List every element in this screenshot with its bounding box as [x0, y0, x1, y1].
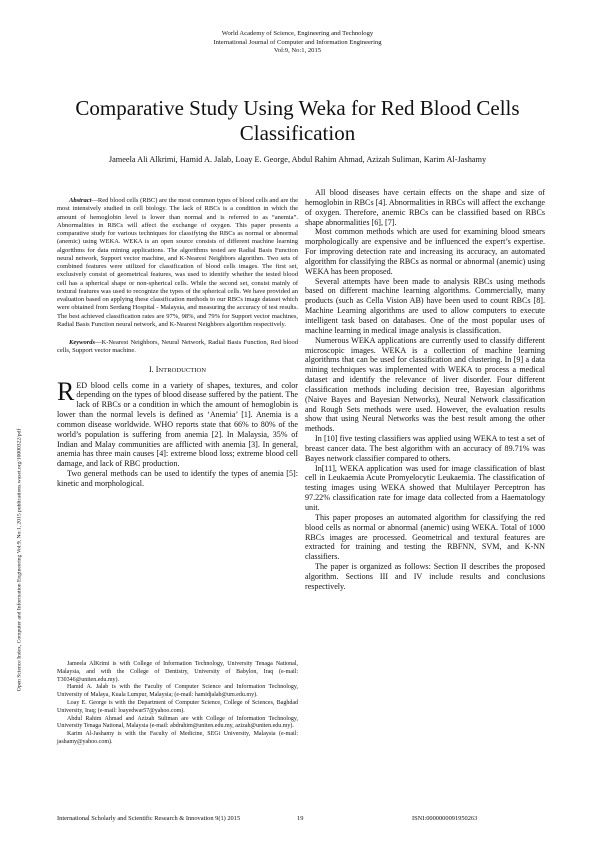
body-paragraph: Numerous WEKA applications are currently used to classify different microscopic images. WEKA is a collection of machine learning algorithms that can be used for classification and clustering. In [9] a data mining techniques was implemented with WEKA to process a medical dataset and identify the relevance of liver disorder. Four different classification methods including decision tree, Bayesian algorithms (Naive Bayes and Bayesian Networks), Neural Network classification and Rough Sets methods were used. However, the evaluation results show that using Neural Networks was the best result among the other methods.	[305, 335, 545, 434]
header-line-1: World Academy of Science, Engineering and Technology	[221, 30, 374, 37]
footnote: Karim Al-Jashamy is with the Faculty of Medicine, SEGi University, Malaysia (e-mail: jashamy@yahoo.com).	[57, 731, 298, 745]
footnote: Jameela AlKrimi is with College of Information Technology, University Tenaga National, Malaysia, and with the College of Dentistry, University of Babylon, Iraq (e-mail: T30346@uniten.edu.my).	[57, 661, 298, 683]
body-paragraph: All blood diseases have certain effects on the shape and size of hemoglobin in RBCs [4]. Abnormalities in RBCs will affect the exchange of oxygen. Therefore, anemic RBCs can be classified based on RBCs shape abnormalities [6], [7].	[305, 188, 545, 227]
body-paragraph: In[11], WEKA application was used for image classification of blast cell in Leukaemia Acute Promyelocytic Leukaemia. The classification of testing images using WEKA showed that Multilayer Perceptron has 97.22% classification rate for image data collected from a Haematology unit.	[305, 463, 545, 512]
title-line-2: Classification	[239, 121, 356, 145]
body-paragraph: This paper proposes an automated algorithm for classifying the red blood cells as normal or abnormal (anemic) using WEKA. Total of 1000 RBCs images are processed. Geometrical and textural features are extracted for training and testing the RBFNN, SVM, and K-NN classifiers.	[305, 512, 545, 562]
footer-journal: International Scholarly and Scientific Research & Innovation 9(1) 2015	[57, 815, 241, 822]
author-list: Jameela Ali Alkrimi, Hamid A. Jalab, Loay E. George, Abdul Rahim Ahmad, Azizah Suliman, Karim Al-Jashamy	[108, 155, 487, 164]
abstract	[57, 197, 298, 329]
title-line-1: Comparative Study Using Weka for Red Blood Cells	[75, 96, 520, 120]
right-column	[305, 188, 545, 592]
body-paragraph: In [10] five testing classifiers was applied using WEKA to test a set of breast cancer data. The best algorithm with an accuracy of 89.71% was Bayes network classifier compared to others.	[305, 434, 545, 463]
abstract-text: —Red blood cells (RBC) are the most common types of blood cells and are the most intensively studied in cell biology. The lack of RBCs is a condition in which the amount of hemoglobin level is lower than normal and is referred to as “anemia”. Abnormalities in RBCs will affect the exchange of oxygen. This paper presents a comparative study for various techniques for classifying the RBCs as normal or abnormal (anemic) using WEKA. WEKA is an open source consists of different machine learning algorithms for data mining applications. The algorithms tested are Radial Basis Function neural network, Support vector machine, and K-Nearest Neighbors algorithm. Two sets of combined features were utilized for classification of blood cells images. The first set, exclusively consist of geometrical features, was used to identify whether the tested blood cell has a spherical shape or non-spherical cells. While the second set, consist mainly of textural features was used to recognize the types of the spherical cells. We have provided an evaluation based on applying these classification methods to our RBCs image dataset which were obtained from Serdang Hospital - Malaysia, and measuring the accuracy of test results. The best achieved classification rates are 97%, 98%, and 79% for Support vector machines, Radial Basis Function neural network, and K-Nearest Neighbors algorithm respectively.	[57, 197, 298, 328]
intro-paragraph-1	[57, 376, 298, 470]
journal-header	[0, 30, 595, 56]
header-line-2: International Journal of Computer and Information Engineering	[213, 38, 382, 46]
page-number: 19	[297, 815, 304, 822]
footer-isni: ISNI:0000000091950263	[412, 815, 478, 822]
section-title-rest: NTRODUCTION	[158, 366, 207, 374]
intro-paragraph-1-text: ED blood cells come in a variety of shapes, textures, and color depending on the types of blood disease suffered by the patient. The lack of RBCs or a condition in which the amount of hemoglobin is lower than the normal levels is defined as ‘Anemia’ [1]. Anemia is a common disease worldwide. WHO reports state that 66% to 80% of the world’s population is suffering from anemia [2]. In Malaysia, 35% of Indian and Malay communities are afflicted with anemia [3]. In general, anemia has three main causes [4]: extreme blood loss; extreme blood cell damage, and lack of RBC production.	[57, 380, 298, 469]
drop-cap: R	[57, 376, 75, 406]
intro-paragraph-2: Two general methods can be used to identify the types of anemia [5]: kinetic and morphological.	[57, 469, 298, 488]
header-line-3: Vol:9, No:1, 2015	[273, 47, 322, 55]
body-paragraph: Most common methods which are used for examining blood smears morphologically are expensive and be influenced the expert’s expertise. For improving detection rate and increasing its accuracy, an automated algorithm for classifying the RBCs as normal or abnormal (anemic) using WEKA has been proposed.	[305, 227, 545, 276]
side-watermark-text: Open Science Index, Computer and Information Engineering Vol:9, No:1, 2015 publications.waset.org/10000322/pdf	[16, 428, 23, 692]
section-numeral: I.	[148, 364, 156, 374]
abstract-label: Abstract	[69, 197, 92, 204]
body-paragraph: The paper is organized as follows: Section II describes the proposed algorithm. Sections III and IV include results and conclusions respectively.	[305, 562, 545, 591]
keywords	[57, 339, 298, 356]
keywords-text: —K-Nearest Neighbors, Neural Network, Radial Basis Function, Red blood cells, Support vector machine.	[57, 339, 298, 355]
footnote: Hamid A. Jalab is with the Faculty of Computer Science and Information Technology, University of Malaya, Kuala Lumpur, Malaysia; (e-mail: hamidjalab@um.edu.my).	[57, 684, 298, 699]
body-paragraph: Several attempts have been made to analysis RBCs using methods based on different machine learning algorithms. Commercially, many products (such as Cella Vision AB) have been used to count RBCs [8]. Machine Learning algorithms are used to allow computers to execute intelligent task based on databases. One of the most popular uses of machine learning in medical image analysis is classification.	[305, 276, 545, 335]
left-column	[57, 197, 298, 489]
section-heading-introduction	[57, 365, 298, 376]
footnote: Loay E. George is with the Department of Computer Science, College of Sciences, Baghdad University, Iraq; (e-mail: loayedwar57@yahoo.com).	[57, 699, 298, 714]
author-footnotes	[57, 661, 298, 747]
footnote: Abdul Rahim Ahmad and Azizah Suliman are with College of Information Technology, University Tenaga National, Malaysia (e-mail: abdrahim@uniten.edu.my, azizah@uniten.edu.my).	[57, 715, 298, 730]
section-title-first: I	[155, 364, 159, 374]
paper-title	[30, 96, 565, 146]
keywords-label: Keywords	[69, 339, 95, 346]
